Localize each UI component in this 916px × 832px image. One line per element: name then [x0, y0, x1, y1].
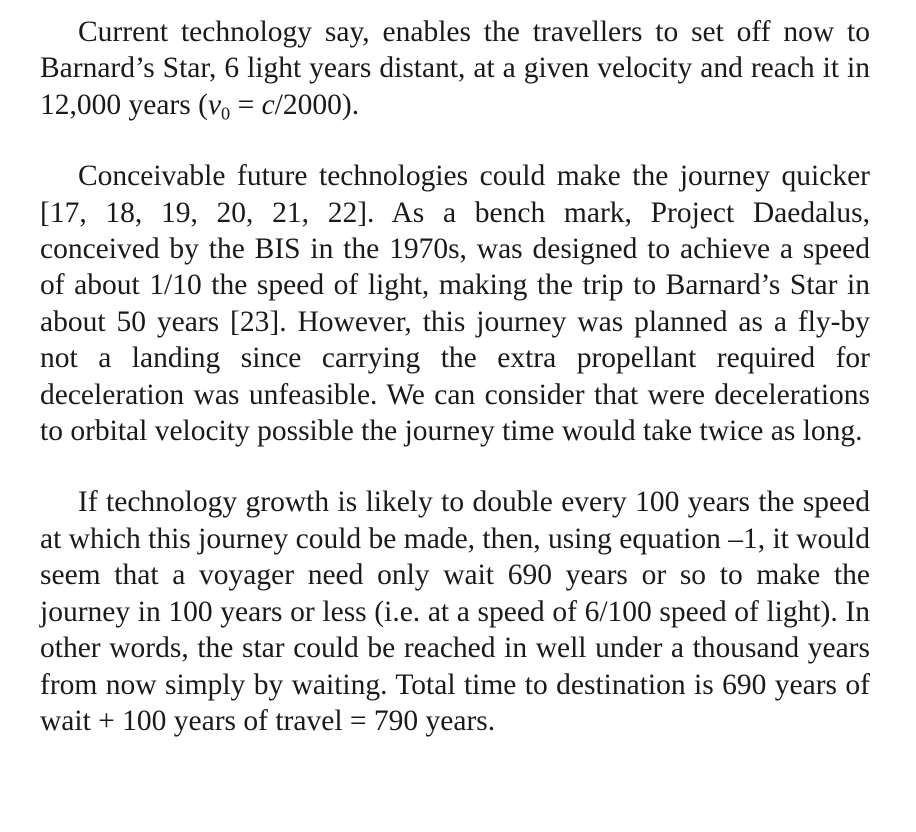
- velocity-symbol: v: [207, 88, 222, 121]
- equals-sign: =: [230, 88, 262, 121]
- paragraph-2: Conceivable future technologies could make the journey quicker [17, 18, 19, 20, 21, 22]. As a bench mark, Project Daedalus, conceived by the BIS in the 1970s, was designed to achieve a speed of about 1/10 the speed of light, making the trip to Barnard’s Star in about 50 years [23]. However, this journey was planned as a fly-by not a landing since carrying the extra propellant required for deceleration was unfeasible. We can consider that were decelerations to orbital velocity possible the journey time would take twice as long.: [40, 160, 870, 448]
- paragraph-3: If technology growth is likely to double every 100 years the speed at which this journey could be made, then, using equation –1, it would seem that a voyager need only wait 690 years or so to make the journey in 100 years or less (i.e. at a speed of 6/100 speed of light). In other words, the star could be reached in well under a thousand years from now simply by waiting. Total time to destination is 690 years of wait + 100 years of travel = 790 years.: [40, 486, 870, 737]
- velocity-subscript: 0: [221, 103, 231, 124]
- paragraph-1-suffix: /2000).: [274, 88, 360, 121]
- paragraph-1-text: Current technology say, enables the travellers to set off now to Barnard’s Star, 6 light years distant, at a given velocity and reach it in 12,000 years (: [40, 16, 870, 121]
- light-speed-symbol: c: [261, 88, 275, 121]
- document-page: [40, 14, 870, 739]
- paragraph-1: [40, 14, 870, 123]
